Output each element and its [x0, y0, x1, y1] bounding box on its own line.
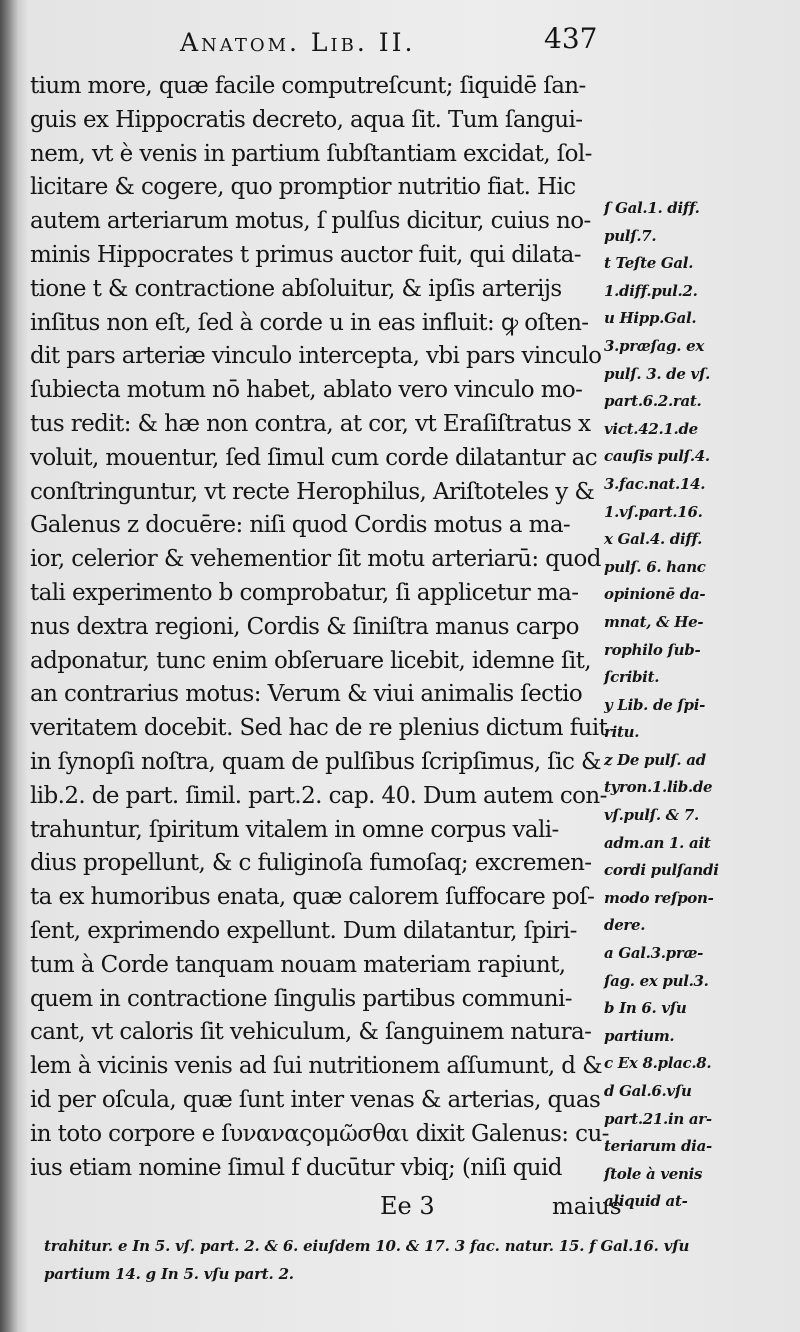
margin-note-line: part.21.in ar- — [604, 1109, 712, 1128]
text-line: tione t & contractione abſoluitur, & ipſis arterijs — [30, 275, 562, 302]
margin-note-line: rophilo ſub- — [604, 640, 701, 659]
text-line: veritatem docebit. Sed hac de re plenius dictum fuit — [30, 715, 608, 742]
margin-note-line: ritu. — [604, 723, 640, 742]
margin-note-line: ſ Gal.1. diff. — [604, 199, 700, 217]
margin-note-line: 1.diff.pul.2. — [604, 281, 698, 300]
text-line: cant, vt caloris ſit vehiculum, & ſanguinem natura- — [30, 1019, 592, 1046]
margin-note-line: vſ.pulſ. & 7. — [604, 806, 699, 825]
signature-mark: Ee 3 — [380, 1192, 435, 1220]
text-line: trahuntur, ſpiritum vitalem in omne corpus vali- — [30, 816, 559, 843]
text-line: in ſynopſi noſtra, quam de pulſibus ſcripſimus, ſic & — [30, 748, 601, 775]
text-line: guis ex Hippocratis decreto, aqua ſit. Tum ſangui- — [30, 106, 583, 133]
margin-note-line: t Teſte Gal. — [604, 254, 694, 273]
margin-note-line: 1.vſ.part.16. — [604, 502, 703, 521]
text-line: inſitus non eſt, ſed à corde u in eas influit: ꝙ oſten- — [30, 309, 589, 336]
margin-note-line: x Gal.4. diff. — [604, 530, 703, 549]
running-head: Anatom. Lib. II. — [180, 28, 416, 57]
text-line: nus dextra regioni, Cordis & ſiniſtra manus carpo — [30, 613, 579, 640]
margin-note-line: cauſis pulſ.4. — [604, 447, 710, 466]
margin-note-line: 3.præſag. ex — [604, 336, 705, 355]
margin-note-line: modo reſpon- — [604, 888, 714, 907]
margin-note-line: aliquid at- — [604, 1192, 688, 1211]
text-line: autem arteriarum motus, ſ pulſus dicitur, cuius no- — [30, 208, 591, 235]
text-line: conſtringuntur, vt recte Herophilus, Ariſtoteles y & — [30, 478, 595, 505]
text-line: lib.2. de part. ſimil. part.2. cap. 40. Dum autem con- — [30, 782, 607, 809]
text-line: ius etiam nomine ſimul f ducūtur vbiq; (niſi quid — [30, 1154, 562, 1181]
page-number: 437 — [544, 22, 598, 55]
margin-note-line: partium. — [604, 1026, 675, 1045]
text-line: ta ex humoribus enata, quæ calorem ſuffocare poſ- — [30, 884, 595, 911]
margin-note-line: mnat, & He- — [604, 612, 704, 631]
text-line: ſent, exprimendo expellunt. Dum dilatantur, ſpiri- — [30, 917, 577, 944]
text-line: voluit, mouentur, ſed ſimul cum corde dilatantur ac — [30, 444, 598, 471]
text-line: licitare & cogere, quo promptior nutritio fiat. Hic — [30, 174, 576, 201]
margin-note-line: z De pulſ. ad — [604, 750, 706, 769]
text-line: dius propellunt, & c fuliginoſa fumoſaq; excremen- — [30, 850, 592, 877]
text-line: adponatur, tunc enim obſeruare licebit, idemne ſit, — [30, 647, 591, 674]
margin-note-line: cordi pulſandi — [604, 861, 719, 880]
margin-note-line: ſag. ex pul.3. — [604, 971, 709, 990]
margin-note-line: ſtole à venis — [604, 1164, 703, 1183]
margin-note-line: y Lib. de ſpi- — [604, 695, 706, 714]
margin-note-line: part.6.2.rat. — [604, 392, 702, 411]
margin-notes — [604, 195, 794, 1216]
margin-note-line: vict.42.1.de — [604, 419, 698, 438]
text-line: tus redit: & hæ non contra, at cor, vt Eraſiſtratus x — [30, 410, 591, 437]
margin-note-line: d Gal.6.vſu — [604, 1082, 692, 1100]
margin-note-line: teriarum dia- — [604, 1137, 712, 1156]
text-line: nem, vt è venis in partium ſubſtantiam excidat, ſol- — [30, 140, 592, 167]
footnote-line: trahitur. e In 5. vſ. part. 2. & 6. eiuſdem 10. & 17. 3 fac. natur. 15. f Gal.16. vſu — [44, 1237, 690, 1255]
margin-note-line: a Gal.3.præ- — [604, 944, 704, 963]
margin-note-line: u Hipp.Gal. — [604, 309, 697, 328]
text-line: lem à vicinis venis ad ſui nutritionem aſſumunt, d & — [30, 1053, 602, 1080]
margin-note-line: opinionē da- — [604, 585, 706, 604]
text-line: ior, celerior & vehementior ſit motu arteriarū: quod — [30, 546, 601, 573]
text-line: tali experimento b comprobatur, ſi applicetur ma- — [30, 579, 579, 606]
catchword: maius — [552, 1194, 622, 1220]
margin-note-line: adm.an 1. ait — [604, 833, 711, 852]
text-line: in toto corpore e ſυναναςομῶσθαι dixit Galenus: cu- — [30, 1120, 609, 1147]
spine-shadow — [0, 0, 18, 1332]
margin-note-line: pulſ.7. — [604, 226, 657, 245]
margin-note-line: tyron.1.lib.de — [604, 778, 713, 797]
main-text-block — [30, 70, 609, 1185]
text-line: tum à Corde tanquam nouam materiam rapiunt, — [30, 951, 566, 978]
text-line: an contrarius motus: Verum & viui animalis ſectio — [30, 681, 583, 708]
margin-note-line: pulſ. 6. hanc — [604, 557, 706, 576]
text-line: tium more, quæ facile computreſcunt; ſiquidē ſan- — [30, 73, 586, 99]
text-line: Galenus z docuēre: niſi quod Cordis motus a ma- — [30, 512, 571, 539]
text-line: minis Hippocrates t primus auctor fuit, qui dilata- — [30, 241, 581, 268]
text-line: quem in contractione ſingulis partibus communi- — [30, 985, 572, 1012]
footnote-line: partium 14. g In 5. vſu part. 2. — [44, 1265, 294, 1283]
footnotes — [44, 1232, 794, 1288]
margin-note-line: pulſ. 3. de vſ. — [604, 364, 711, 383]
margin-note-line: 3.fac.nat.14. — [604, 474, 706, 493]
text-line: dit pars arteriæ vinculo intercepta, vbi pars vinculo — [30, 343, 602, 370]
margin-note-line: ſcribit. — [604, 668, 660, 687]
text-line: ſubiecta motum nō habet, ablato vero vinculo mo- — [30, 377, 583, 404]
margin-note-line: dere. — [604, 916, 646, 935]
margin-note-line: c Ex 8.plac.8. — [604, 1054, 712, 1073]
margin-note-line: b In 6. vſu — [604, 999, 687, 1018]
text-line: id per oſcula, quæ ſunt inter venas & arterias, quas — [30, 1086, 601, 1113]
